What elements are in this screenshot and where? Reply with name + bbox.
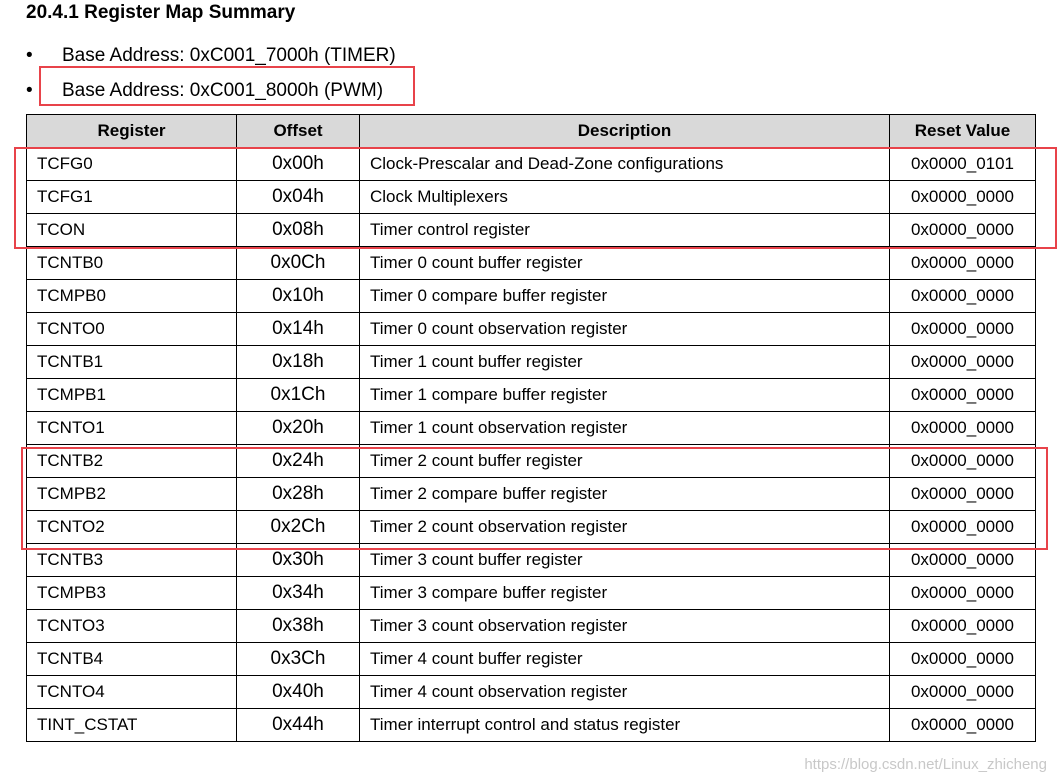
table-body [27,148,1036,742]
section-heading: 20.4.1 Register Map Summary [26,2,296,23]
column-header-register: Register [27,115,237,148]
register-cell: TCNTO4 [27,676,237,709]
bullet-icon: • [26,45,33,66]
offset-cell: 0x1Ch [237,379,360,412]
watermark-text: https://blog.csdn.net/Linux_zhicheng [804,756,1047,773]
reset-value-cell: 0x0000_0000 [890,610,1036,643]
table-row [27,214,1036,247]
register-cell: TCNTO3 [27,610,237,643]
offset-cell: 0x04h [237,181,360,214]
register-cell: TCFG0 [27,148,237,181]
bullet-text: Base Address: 0xC001_7000h (TIMER) [62,45,396,66]
offset-cell: 0x14h [237,313,360,346]
table-row [27,610,1036,643]
table-row [27,511,1036,544]
table-row [27,181,1036,214]
reset-value-cell: 0x0000_0000 [890,577,1036,610]
offset-cell: 0x24h [237,445,360,478]
reset-value-cell: 0x0000_0000 [890,511,1036,544]
table-row [27,346,1036,379]
description-cell: Timer 0 count observation register [360,313,890,346]
reset-value-cell: 0x0000_0000 [890,346,1036,379]
column-header-reset-value: Reset Value [890,115,1036,148]
description-cell: Clock Multiplexers [360,181,890,214]
offset-cell: 0x44h [237,709,360,742]
reset-value-cell: 0x0000_0000 [890,181,1036,214]
description-cell: Timer 3 count buffer register [360,544,890,577]
description-cell: Timer 2 count observation register [360,511,890,544]
reset-value-cell: 0x0000_0000 [890,676,1036,709]
register-cell: TCMPB1 [27,379,237,412]
description-cell: Timer 3 count observation register [360,610,890,643]
table-row [27,313,1036,346]
column-header-description: Description [360,115,890,148]
description-cell: Timer 1 count observation register [360,412,890,445]
register-cell: TCNTB3 [27,544,237,577]
description-cell: Clock-Prescalar and Dead-Zone configurations [360,148,890,181]
offset-cell: 0x38h [237,610,360,643]
offset-cell: 0x40h [237,676,360,709]
register-cell: TCNTO0 [27,313,237,346]
table-header-row [27,115,1036,148]
description-cell: Timer 3 compare buffer register [360,577,890,610]
description-cell: Timer 1 count buffer register [360,346,890,379]
description-cell: Timer 1 compare buffer register [360,379,890,412]
offset-cell: 0x18h [237,346,360,379]
reset-value-cell: 0x0000_0000 [890,280,1036,313]
register-map-table [26,114,1036,742]
offset-cell: 0x34h [237,577,360,610]
offset-cell: 0x08h [237,214,360,247]
table-row [27,148,1036,181]
table-row [27,577,1036,610]
register-cell: TCNTB1 [27,346,237,379]
reset-value-cell: 0x0000_0000 [890,478,1036,511]
reset-value-cell: 0x0000_0000 [890,247,1036,280]
table-row [27,676,1036,709]
offset-cell: 0x20h [237,412,360,445]
description-cell: Timer 0 count buffer register [360,247,890,280]
column-header-offset: Offset [237,115,360,148]
table-row [27,478,1036,511]
reset-value-cell: 0x0000_0000 [890,709,1036,742]
table-row [27,544,1036,577]
description-cell: Timer 0 compare buffer register [360,280,890,313]
description-cell: Timer interrupt control and status register [360,709,890,742]
table-row [27,412,1036,445]
reset-value-cell: 0x0000_0000 [890,412,1036,445]
table-row [27,280,1036,313]
offset-cell: 0x3Ch [237,643,360,676]
offset-cell: 0x30h [237,544,360,577]
table-row [27,709,1036,742]
register-cell: TCFG1 [27,181,237,214]
table-row [27,379,1036,412]
register-cell: TCNTB0 [27,247,237,280]
reset-value-cell: 0x0000_0000 [890,313,1036,346]
reset-value-cell: 0x0000_0000 [890,643,1036,676]
register-cell: TCMPB2 [27,478,237,511]
register-cell: TCON [27,214,237,247]
reset-value-cell: 0x0000_0000 [890,544,1036,577]
description-cell: Timer 2 compare buffer register [360,478,890,511]
reset-value-cell: 0x0000_0000 [890,445,1036,478]
description-cell: Timer 2 count buffer register [360,445,890,478]
table-row [27,445,1036,478]
offset-cell: 0x2Ch [237,511,360,544]
reset-value-cell: 0x0000_0101 [890,148,1036,181]
register-cell: TCMPB3 [27,577,237,610]
table-row [27,247,1036,280]
register-cell: TINT_CSTAT [27,709,237,742]
description-cell: Timer 4 count buffer register [360,643,890,676]
description-cell: Timer 4 count observation register [360,676,890,709]
register-cell: TCNTB4 [27,643,237,676]
offset-cell: 0x00h [237,148,360,181]
offset-cell: 0x10h [237,280,360,313]
register-cell: TCNTO1 [27,412,237,445]
offset-cell: 0x28h [237,478,360,511]
reset-value-cell: 0x0000_0000 [890,214,1036,247]
register-cell: TCNTB2 [27,445,237,478]
bullet-icon: • [26,80,33,101]
offset-cell: 0x0Ch [237,247,360,280]
table-row [27,643,1036,676]
reset-value-cell: 0x0000_0000 [890,379,1036,412]
description-cell: Timer control register [360,214,890,247]
bullet-text: Base Address: 0xC001_8000h (PWM) [62,80,384,101]
register-cell: TCNTO2 [27,511,237,544]
register-cell: TCMPB0 [27,280,237,313]
